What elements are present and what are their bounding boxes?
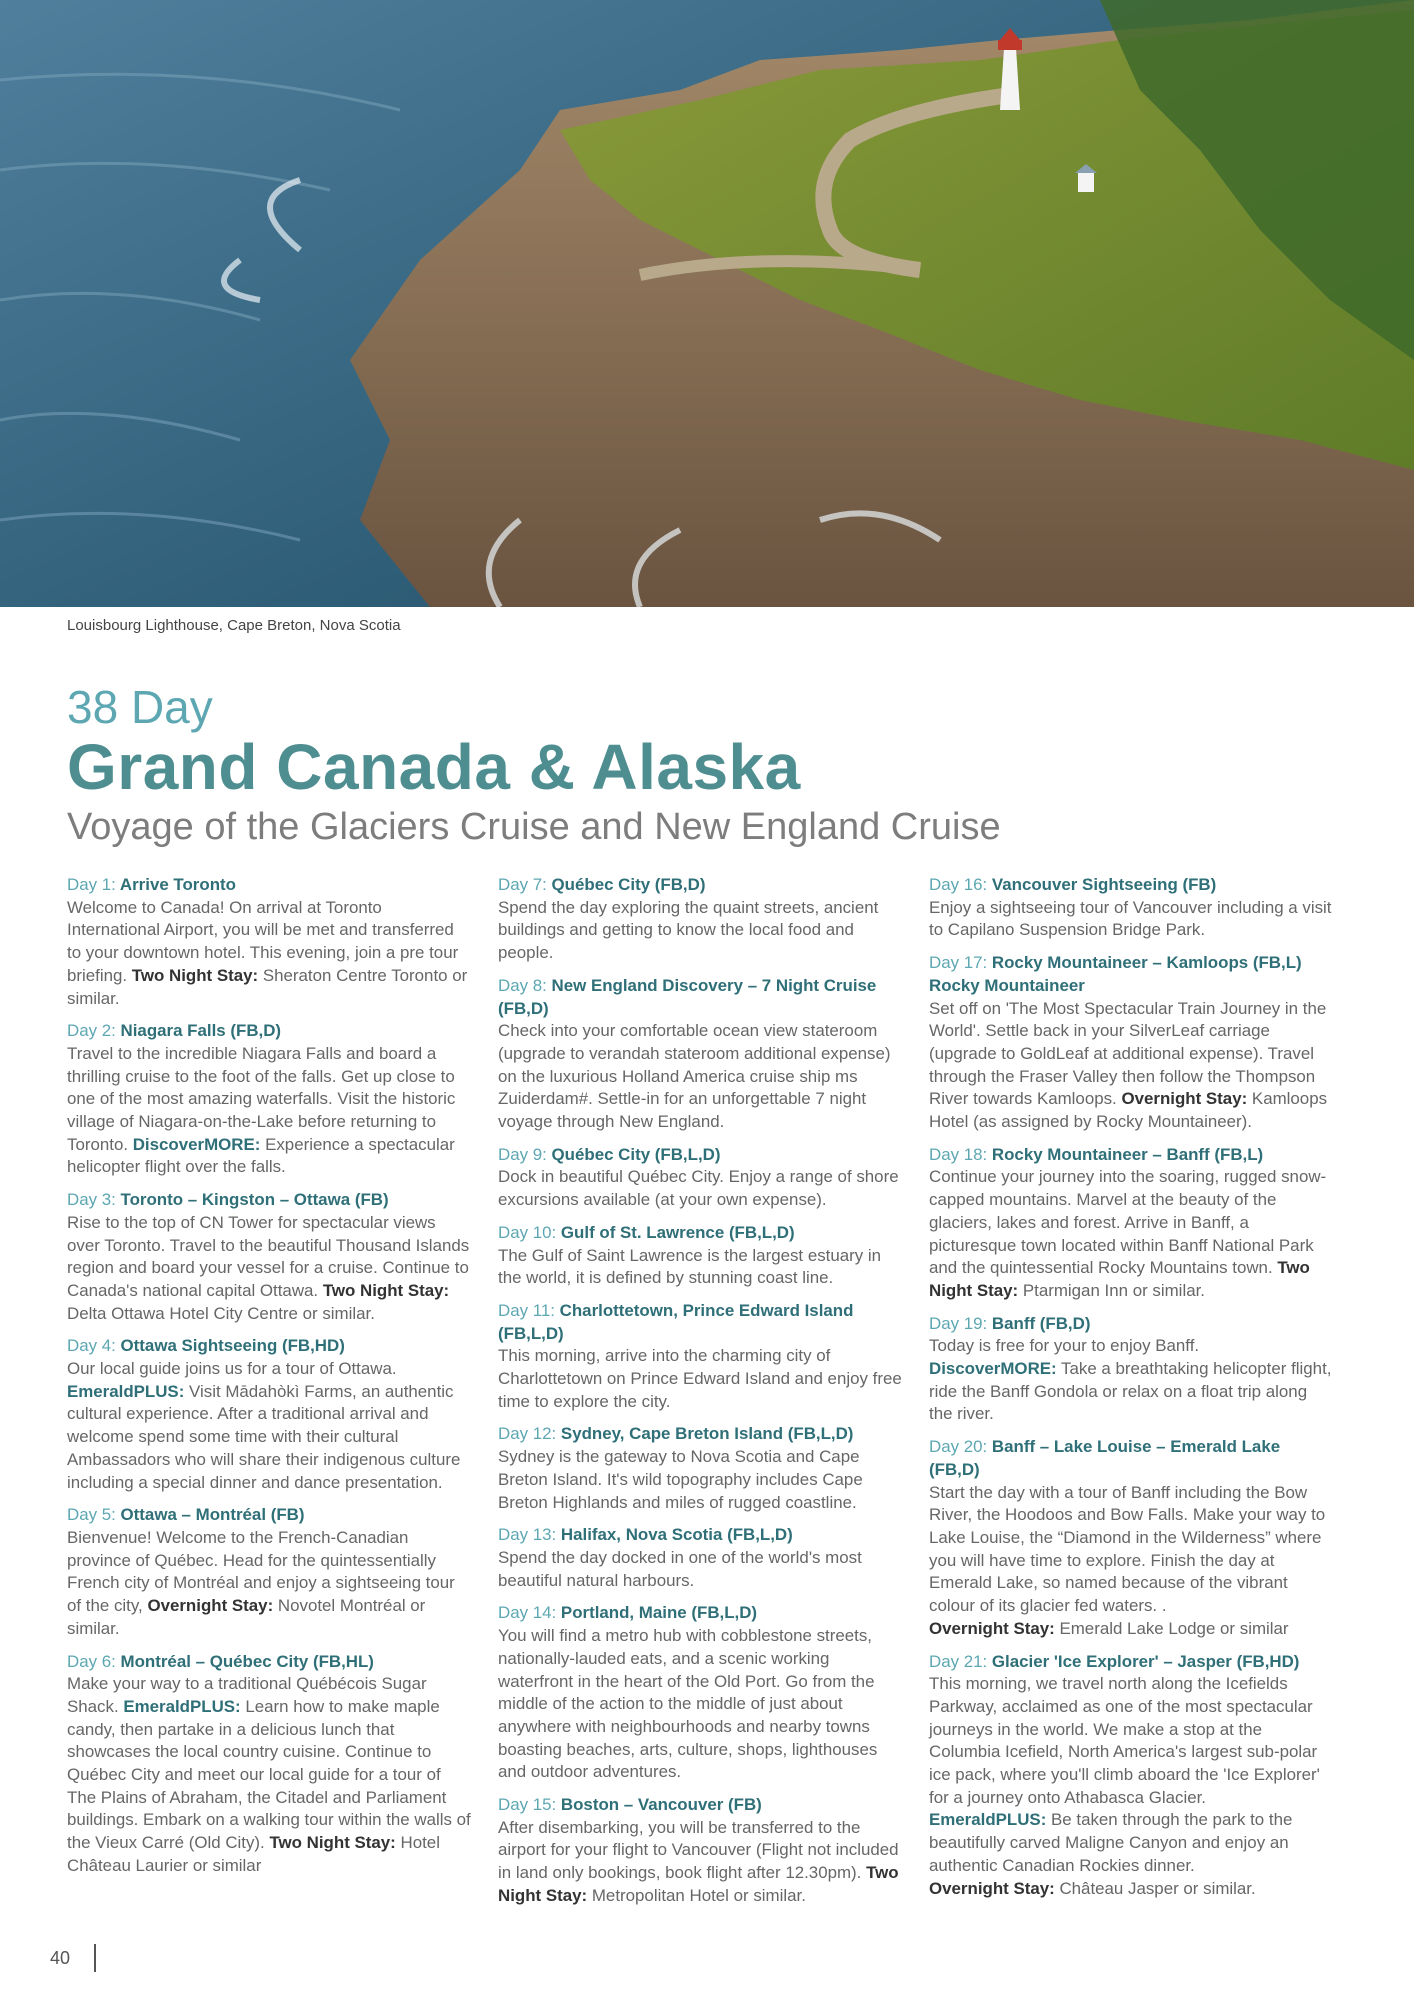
day-meals: (FB,L,D) (728, 1222, 795, 1242)
day-title: Vancouver Sightseeing (991, 875, 1178, 894)
day-20 (929, 1436, 1334, 1640)
day-meals: (FB,L,D) (654, 1144, 721, 1164)
day-number: Day 16: (929, 875, 988, 894)
day-title: Québec City (551, 875, 651, 894)
discovermore-label: DiscoverMORE: (132, 1134, 261, 1154)
day-title: Banff (991, 1313, 1036, 1333)
day-description: After disembarking, you will be transferred to the airport for your flight to Vancouver (Flight not included in land only bookings, book flight after 12.30pm). (498, 1817, 899, 1883)
day-title: Montréal – Québec City (120, 1651, 309, 1671)
photo-caption: Louisbourg Lighthouse, Cape Breton, Nova Scotia (67, 617, 401, 634)
stay-label: Overnight Stay: (1121, 1089, 1248, 1109)
day-10 (498, 1222, 903, 1290)
stay-hotel: Metropolitan Hotel or similar. (591, 1885, 806, 1905)
day-meals: (FB,D) (498, 998, 549, 1018)
stay-hotel: Ptarmigan Inn or similar. (1022, 1280, 1205, 1300)
day-meals: (FB,HL) (312, 1651, 374, 1671)
stay-hotel: Sheraton Centre Toronto or similar. (67, 965, 468, 1008)
day-title: Ottawa Sightseeing (120, 1336, 278, 1356)
day-number: Day 15: (498, 1795, 557, 1815)
day-title: Halifax, Nova Scotia (560, 1525, 723, 1545)
day-number: Day 17: (929, 953, 988, 973)
day-meals: (FB) (270, 1505, 305, 1525)
day-number: Day 19: (929, 1313, 988, 1333)
day-number: Day 9: (498, 1144, 547, 1164)
day-2 (67, 1020, 472, 1179)
day-description: Check into your comfortable ocean view stateroom (upgrade to verandah stateroom additional expense) on the luxurious Holland America cruise ship ms Zuiderdam#. Settle-in for an unforgettable 7 night voyage through New England. (498, 1021, 891, 1132)
itinerary-column-2 (498, 874, 903, 1918)
lighthouse-coast-illustration (0, 0, 1414, 607)
day-title: Portland, Maine (560, 1603, 687, 1623)
day-description: Welcome to Canada! On arrival at Toronto International Airport, you will be met and transferred to your downtown hotel. This evening, join a pre tour briefing. (67, 897, 459, 985)
day-number: Day 1: (67, 875, 116, 894)
footer-divider (94, 1944, 96, 1972)
day-number: Day 7: (498, 875, 547, 894)
itinerary-column-1 (67, 874, 472, 1888)
stay-label: Two Night Stay: (498, 1863, 899, 1905)
day-description: Travel to the incredible Niagara Falls and board a thrilling cruise to the foot of the falls. Get up close to one of the most amazing waterfalls. Visit the historic village of Niagara-on-the-Lake before returning to Toronto. (67, 1043, 456, 1154)
day-9 (498, 1144, 903, 1212)
day-description: Spend the day docked in one of the world's most beautiful natural harbours. (498, 1547, 862, 1590)
day-number: Day 5: (67, 1505, 116, 1525)
day-title: Arrive Toronto (119, 875, 236, 894)
stay-label: Two Night Stay: (322, 1280, 450, 1300)
emeraldplus-label: EmeraldPLUS: (123, 1696, 241, 1716)
day-title: Rocky Mountaineer – Kamloops (991, 953, 1249, 973)
page-subtitle: Voyage of the Glaciers Cruise and New England Cruise (67, 806, 1001, 848)
stay-hotel: Delta Ottawa Hotel City Centre or similar. (67, 1303, 375, 1323)
day-description: Bienvenue! Welcome to the French-Canadian province of Québec. Head for the quintessentially French city of Montréal and enjoy a sightseeing tour of the city, (67, 1527, 455, 1616)
day-number: Day 10: (498, 1222, 557, 1242)
day-number: Day 2: (67, 1021, 116, 1041)
day-subtitle: Rocky Mountaineer (929, 975, 1085, 995)
day-18 (929, 1144, 1334, 1303)
day-description: Set off on 'The Most Spectacular Train Journey in the World'. Settle back in your SilverLeaf carriage (upgrade to GoldLeaf at additional expense). Travel through the Fraser Valley then follow the Thompson River towards Kamloops. (929, 998, 1327, 1109)
stay-hotel: Hotel Château Laurier or similar (67, 1833, 440, 1875)
day-12 (498, 1423, 903, 1514)
day-description: Spend the day exploring the quaint streets, ancient buildings and getting to know the local food and people. (498, 897, 879, 963)
page-number: 40 (50, 1948, 71, 1968)
day-title: Toronto – Kingston – Ottawa (120, 1190, 351, 1210)
day-8 (498, 975, 903, 1134)
day-6 (67, 1651, 472, 1878)
day-17 (929, 952, 1334, 1134)
day-21 (929, 1651, 1334, 1901)
stay-label: Two Night Stay: (929, 1258, 1310, 1300)
day-title: Rocky Mountaineer – Banff (991, 1144, 1210, 1164)
day-meals: (FB,L) (1214, 1144, 1264, 1164)
day-meals: (FB,L) (1252, 953, 1302, 973)
discovermore-text: Take a breathtaking helicopter flight, ride the Banff Gondola or relax on a float trip along the river. (929, 1359, 1332, 1424)
day-title: Gulf of St. Lawrence (560, 1222, 725, 1242)
day-11 (498, 1300, 903, 1414)
day-meals: (FB,L,D) (787, 1424, 854, 1444)
stay-hotel: Château Jasper or similar. (1059, 1878, 1256, 1898)
day-description: Dock in beautiful Québec City. Enjoy a range of shore excursions available (at your own expense). (498, 1167, 899, 1210)
day-title: Niagara Falls (120, 1021, 226, 1041)
day-5 (67, 1504, 472, 1640)
day-number: Day 20: (929, 1437, 988, 1457)
day-number: Day 8: (498, 975, 547, 995)
emeraldplus-text: Be taken through the park to the beautifully carved Maligne Canyon and enjoy an authentic Canadian Rockies dinner. (929, 1810, 1293, 1875)
itinerary-column-3 (929, 874, 1334, 1910)
day-description: The Gulf of Saint Lawrence is the largest estuary in the world, it is defined by stunning coast line. (498, 1245, 882, 1288)
day-title: Banff – Lake Louise – Emerald Lake (991, 1437, 1281, 1457)
stay-label: Overnight Stay: (929, 1618, 1055, 1638)
day-meals: (FB) (1182, 875, 1217, 894)
emeraldplus-label: EmeraldPLUS: (67, 1381, 185, 1401)
stay-label: Overnight Stay: (147, 1596, 274, 1616)
day-16 (929, 874, 1334, 942)
emeraldplus-text: Learn how to make maple candy, then partake in a delicious lunch that showcases the local country cuisine. Continue to Québec City and meet our local guide for a tour of The Plains of Abraham, the Citadel and Parliament buildings. Embark on a walking tour within the walls of the Vieux Carré (Old City). (67, 1696, 471, 1853)
day-number: Day 21: (929, 1651, 988, 1671)
discovermore-text: Experience a spectacular helicopter flight over the falls. (67, 1134, 455, 1177)
day-title: Québec City (551, 1144, 651, 1164)
stay-hotel: Novotel Montréal or similar. (67, 1596, 426, 1638)
day-meals: (FB,D) (654, 875, 706, 894)
page-title: Grand Canada & Alaska (67, 731, 801, 803)
day-7 (498, 874, 903, 965)
stay-hotel: Kamloops Hotel (as assigned by Rocky Mountaineer). (929, 1089, 1328, 1132)
day-meals: (FB,D) (1039, 1313, 1091, 1333)
day-meals: (FB,HD) (1236, 1651, 1300, 1671)
day-13 (498, 1524, 903, 1592)
stay-hotel: Emerald Lake Lodge or similar (1059, 1618, 1289, 1638)
day-number: Day 4: (67, 1336, 116, 1356)
day-description: You will find a metro hub with cobblestone streets, nationally-lauded eats, and a scenic working waterfront in the heart of the Old Port. Go from the middle of the action to the middle of just about anywhere with neighbourhoods and nearby towns boasting beaches, arts, culture, shops, lighthouses and outdoor adventures. (498, 1626, 878, 1782)
day-description: Sydney is the gateway to Nova Scotia and Cape Breton Island. It's wild topography includes Cape Breton Highlands and miles of rugged coastline. (498, 1447, 863, 1512)
day-title: Glacier 'Ice Explorer' – Jasper (991, 1651, 1232, 1671)
day-meals: (FB,L,D) (498, 1323, 564, 1343)
day-number: Day 6: (67, 1651, 116, 1671)
day-3 (67, 1189, 472, 1325)
stay-label: Two Night Stay: (131, 965, 259, 985)
day-meals: (FB,L,D) (691, 1603, 758, 1623)
day-number: Day 12: (498, 1424, 557, 1444)
emeraldplus-label: EmeraldPLUS: (929, 1810, 1047, 1830)
day-meals: (FB,D) (230, 1021, 282, 1041)
day-description: Today is free for your to enjoy Banff. (929, 1336, 1200, 1356)
day-description: Continue your journey into the soaring, rugged snow-capped mountains. Marvel at the beauty of the glaciers, lakes and forest. Arrive in Banff, a picturesque town located within Banff National Park and the quintessential Rocky Mountains town. (929, 1167, 1327, 1278)
day-description: Enjoy a sightseeing tour of Vancouver including a visit to Capilano Suspension Bridge Park. (929, 897, 1332, 940)
day-description: This morning, arrive into the charming city of Charlottetown on Prince Edward Island and enjoy free time to explore the city. (498, 1346, 902, 1411)
day-title: Sydney, Cape Breton Island (560, 1424, 784, 1444)
discovermore-label: DiscoverMORE: (929, 1359, 1057, 1379)
day-19 (929, 1313, 1334, 1427)
day-description: Make your way to a traditional Québécois Sugar Shack. (67, 1674, 427, 1716)
day-number: Day 14: (498, 1603, 557, 1623)
day-description: Start the day with a tour of Banff including the Bow River, the Hoodoos and Bow Falls. Make your way to Lake Louise, the “Diamond in the Wilderness” where you will have time to explore. Finish the day at Emerald Lake, so named because of the vibrant colour of its glacier fed waters. . (929, 1482, 1326, 1616)
day-4 (67, 1335, 472, 1494)
day-meals: (FB) (354, 1190, 389, 1210)
day-description: Rise to the top of CN Tower for spectacular views over Toronto. Travel to the beautiful Thousand Islands region and board your vessel for a cruise. Continue to Canada's national capital Ottawa. (67, 1212, 470, 1300)
day-meals: (FB,HD) (281, 1336, 345, 1356)
day-meals: (FB,D) (929, 1459, 980, 1479)
day-title: Boston – Vancouver (560, 1795, 724, 1815)
day-1 (67, 874, 472, 1010)
day-number: Day 13: (498, 1525, 557, 1545)
day-meals: (FB,L,D) (727, 1525, 793, 1545)
day-title: New England Discovery – 7 Night Cruise (551, 975, 877, 995)
day-title: Charlottetown, Prince Edward Island (559, 1300, 854, 1320)
day-meals: (FB) (728, 1795, 762, 1815)
tour-duration: 38 Day (67, 681, 213, 733)
stay-label: Overnight Stay: (929, 1878, 1055, 1898)
day-description: Our local guide joins us for a tour of Ottawa. (67, 1359, 397, 1379)
day-number: Day 3: (67, 1190, 116, 1210)
hero-photo (0, 0, 1414, 607)
day-number: Day 11: (498, 1300, 555, 1320)
emeraldplus-text: Visit Mādahòkì Farms, an authentic cultural experience. After a traditional arrival and welcome spend some time with their cultural Ambassadors who will share their indigenous culture including a special dinner and dance presentation. (67, 1381, 461, 1492)
day-number: Day 18: (929, 1144, 988, 1164)
day-description: This morning, we travel north along the Icefields Parkway, acclaimed as one of the most spectacular journeys in the world. We make a stop at the Columbia Icefield, North America's largest sub-polar ice pack, where you'll climb aboard the 'Ice Explorer' for a journey onto Athabasca Glacier. (929, 1674, 1320, 1807)
day-14 (498, 1602, 903, 1784)
day-title: Ottawa – Montréal (120, 1505, 267, 1525)
stay-label: Two Night Stay: (269, 1833, 396, 1853)
day-15 (498, 1794, 903, 1908)
